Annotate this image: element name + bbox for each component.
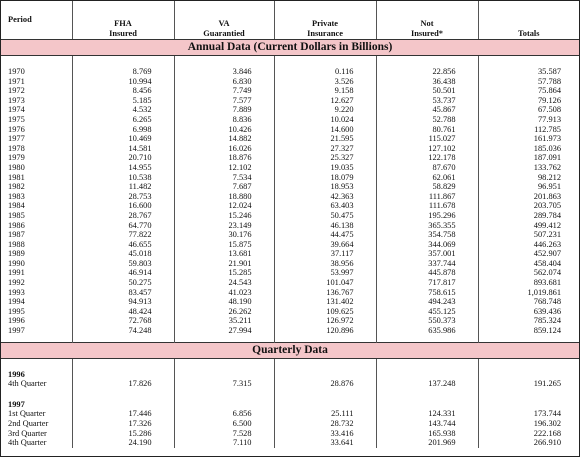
annual-data-banner: Annual Data (Current Dollars in Billions) — [1, 40, 579, 56]
quarter-year-label: 1996 — [8, 369, 25, 379]
totals-cell: 161.973 — [478, 134, 579, 144]
fha-cell: 11.482 — [72, 182, 174, 192]
fha-cell: 15.286 — [72, 429, 174, 439]
table-row — [1, 153, 579, 163]
totals-cell: 187.091 — [478, 153, 579, 163]
quarter-year-label: 1997 — [8, 399, 25, 409]
va-cell: 7.749 — [174, 86, 274, 96]
fha-cell: 17.446 — [72, 409, 174, 419]
va-cell: 41.023 — [174, 288, 274, 298]
private-cell: 39.664 — [274, 240, 376, 250]
table-row — [1, 240, 579, 250]
period-cell: 1977 — [8, 134, 25, 144]
not-insured-cell: 717.817 — [376, 278, 478, 288]
table-row — [1, 173, 579, 183]
table-row — [1, 307, 579, 317]
not-insured-cell: 337.744 — [376, 259, 478, 269]
not-insured-cell: 53.737 — [376, 96, 478, 106]
totals-cell: 196.302 — [478, 419, 579, 429]
private-cell: 46.138 — [274, 221, 376, 231]
not-insured-cell: 45.867 — [376, 105, 478, 115]
fha-cell: 20.710 — [72, 153, 174, 163]
table-row — [1, 96, 579, 106]
va-cell: 7.687 — [174, 182, 274, 192]
private-cell: 120.896 — [274, 326, 376, 336]
not-insured-cell: 143.744 — [376, 419, 478, 429]
period-cell: 1980 — [8, 162, 25, 172]
period-cell: 1990 — [8, 258, 25, 268]
table-row — [1, 201, 579, 211]
table-row — [1, 77, 579, 87]
totals-cell: 893.681 — [478, 278, 579, 288]
private-cell: 0.116 — [274, 67, 376, 77]
fha-cell: 10.538 — [72, 173, 174, 183]
fha-cell: 50.275 — [72, 278, 174, 288]
table-row — [1, 288, 579, 298]
va-cell: 7.528 — [174, 429, 274, 439]
va-cell: 48.190 — [174, 297, 274, 307]
private-cell: 136.767 — [274, 288, 376, 298]
fha-cell: 10.469 — [72, 134, 174, 144]
totals-cell: 112.785 — [478, 125, 579, 135]
va-cell: 7.534 — [174, 173, 274, 183]
table-row — [1, 429, 579, 439]
totals-cell: 35.587 — [478, 67, 579, 77]
private-cell: 18.953 — [274, 182, 376, 192]
totals-cell: 859.124 — [478, 326, 579, 336]
not-insured-cell: 80.761 — [376, 125, 478, 135]
totals-cell: 75.864 — [478, 86, 579, 96]
va-cell: 10.426 — [174, 125, 274, 135]
period-cell: 4th Quarter — [8, 379, 47, 389]
fha-cell: 14.955 — [72, 163, 174, 173]
not-insured-cell: 52.788 — [376, 115, 478, 125]
header-fha: FHA Insured — [72, 1, 174, 40]
totals-cell: 562.074 — [478, 268, 579, 278]
table-row — [1, 326, 579, 336]
not-insured-cell: 195.296 — [376, 211, 478, 221]
period-cell: 4th Quarter — [8, 438, 47, 448]
period-cell: 1996 — [8, 316, 25, 326]
fha-cell: 17.326 — [72, 419, 174, 429]
not-insured-cell: 165.938 — [376, 429, 478, 439]
private-cell: 12.627 — [274, 96, 376, 106]
header-totals: Totals — [478, 1, 579, 40]
not-insured-cell: 127.102 — [376, 144, 478, 154]
table-row — [1, 125, 579, 135]
va-cell: 8.836 — [174, 115, 274, 125]
period-cell: 1976 — [8, 124, 25, 134]
totals-cell: 1,019.861 — [478, 288, 579, 298]
not-insured-cell: 550.373 — [376, 316, 478, 326]
private-cell: 131.402 — [274, 297, 376, 307]
fha-cell: 5.185 — [72, 96, 174, 106]
private-cell: 25.111 — [274, 409, 376, 419]
table-row — [1, 249, 579, 259]
va-cell: 3.846 — [174, 67, 274, 77]
not-insured-cell: 122.178 — [376, 153, 478, 163]
private-cell: 109.625 — [274, 307, 376, 317]
fha-cell: 28.767 — [72, 211, 174, 221]
private-cell: 18.079 — [274, 173, 376, 183]
header-not-insured: Not Insured* — [376, 1, 478, 40]
period-cell: 1983 — [8, 191, 25, 201]
va-cell: 6.830 — [174, 77, 274, 87]
private-cell: 44.475 — [274, 230, 376, 240]
private-cell: 28.876 — [274, 379, 376, 389]
period-cell: 1995 — [8, 306, 25, 316]
fha-cell: 72.768 — [72, 316, 174, 326]
fha-cell: 45.018 — [72, 249, 174, 259]
quarterly-data-banner: Quarterly Data — [1, 342, 579, 358]
private-cell: 25.327 — [274, 153, 376, 163]
va-cell: 7.315 — [174, 379, 274, 389]
period-cell: 1970 — [8, 67, 25, 76]
totals-cell: 191.265 — [478, 379, 579, 389]
table-row — [1, 86, 579, 96]
totals-cell: 133.762 — [478, 163, 579, 173]
header-private: Private Insurance — [274, 1, 376, 40]
totals-cell: 79.126 — [478, 96, 579, 106]
not-insured-cell: 62.061 — [376, 173, 478, 183]
private-cell: 50.475 — [274, 211, 376, 221]
fha-cell: 46.914 — [72, 268, 174, 278]
totals-cell: 289.784 — [478, 211, 579, 221]
not-insured-cell: 115.027 — [376, 134, 478, 144]
private-cell: 33.641 — [274, 438, 376, 448]
totals-cell: 452.907 — [478, 249, 579, 259]
period-cell: 1986 — [8, 220, 25, 230]
totals-cell: 507.231 — [478, 230, 579, 240]
table-row — [1, 105, 579, 115]
not-insured-cell: 87.670 — [376, 163, 478, 173]
not-insured-cell: 58.829 — [376, 182, 478, 192]
period-cell: 1982 — [8, 182, 25, 192]
period-cell: 1985 — [8, 210, 25, 220]
period-cell: 3rd Quarter — [8, 428, 47, 438]
not-insured-cell: 111.678 — [376, 201, 478, 211]
private-cell: 21.595 — [274, 134, 376, 144]
private-cell: 27.327 — [274, 144, 376, 154]
table-row — [1, 163, 579, 173]
period-cell: 1984 — [8, 201, 25, 211]
period-cell: 1992 — [8, 278, 25, 288]
table-row — [1, 379, 579, 389]
totals-cell: 768.748 — [478, 297, 579, 307]
not-insured-cell: 455.125 — [376, 307, 478, 317]
fha-cell: 4.532 — [72, 105, 174, 115]
totals-cell: 446.263 — [478, 240, 579, 250]
totals-cell: 96.951 — [478, 182, 579, 192]
private-cell: 126.972 — [274, 316, 376, 326]
va-cell: 16.026 — [174, 144, 274, 154]
totals-cell: 57.788 — [478, 77, 579, 87]
table-row — [1, 67, 579, 77]
fha-cell: 8.456 — [72, 86, 174, 96]
period-cell: 1994 — [8, 297, 25, 307]
fha-cell: 74.248 — [72, 326, 174, 336]
va-cell: 12.024 — [174, 201, 274, 211]
header-period: Period — [1, 1, 72, 40]
va-cell: 15.875 — [174, 240, 274, 250]
private-cell: 14.600 — [274, 125, 376, 135]
fha-cell: 10.994 — [72, 77, 174, 87]
header-va: VA Guarantied — [174, 1, 274, 40]
not-insured-cell: 36.438 — [376, 77, 478, 87]
table-row — [1, 211, 579, 221]
private-cell: 3.526 — [274, 77, 376, 87]
fha-cell: 17.826 — [72, 379, 174, 389]
period-cell: 1st Quarter — [8, 409, 46, 419]
not-insured-cell: 365.355 — [376, 221, 478, 231]
period-cell: 1974 — [8, 105, 25, 115]
not-insured-cell: 494.243 — [376, 297, 478, 307]
table-row — [1, 259, 579, 269]
header-row — [1, 1, 579, 40]
not-insured-cell: 344.069 — [376, 240, 478, 250]
private-cell: 63.403 — [274, 201, 376, 211]
period-cell: 1993 — [8, 287, 25, 297]
private-cell: 19.035 — [274, 163, 376, 173]
totals-cell: 201.863 — [478, 192, 579, 202]
totals-cell: 222.168 — [478, 429, 579, 439]
not-insured-cell: 201.969 — [376, 438, 478, 448]
va-cell: 7.110 — [174, 438, 274, 448]
table-row — [1, 115, 579, 125]
totals-cell: 185.036 — [478, 144, 579, 154]
private-cell: 10.024 — [274, 115, 376, 125]
period-cell: 1978 — [8, 143, 25, 153]
private-cell: 38.956 — [274, 259, 376, 269]
fha-cell: 94.913 — [72, 297, 174, 307]
period-cell: 1981 — [8, 172, 25, 182]
fha-cell: 46.655 — [72, 240, 174, 250]
totals-cell: 173.744 — [478, 409, 579, 419]
fha-cell: 48.424 — [72, 307, 174, 317]
totals-cell: 458.404 — [478, 259, 579, 269]
totals-cell: 77.913 — [478, 115, 579, 125]
va-cell: 14.882 — [174, 134, 274, 144]
not-insured-cell: 357.001 — [376, 249, 478, 259]
table-row — [1, 230, 579, 240]
fha-cell: 83.457 — [72, 288, 174, 298]
va-cell: 21.901 — [174, 259, 274, 269]
fha-cell: 77.822 — [72, 230, 174, 240]
totals-cell: 203.705 — [478, 201, 579, 211]
period-cell: 1972 — [8, 86, 25, 96]
va-cell: 35.211 — [174, 316, 274, 326]
period-cell: 1989 — [8, 249, 25, 259]
not-insured-cell: 22.856 — [376, 67, 478, 77]
private-cell: 28.732 — [274, 419, 376, 429]
not-insured-cell: 50.501 — [376, 86, 478, 96]
fha-cell: 24.190 — [72, 438, 174, 448]
va-cell: 7.577 — [174, 96, 274, 106]
va-cell: 7.889 — [174, 105, 274, 115]
va-cell: 13.681 — [174, 249, 274, 259]
period-cell: 1987 — [8, 230, 25, 240]
table-row — [1, 419, 579, 429]
private-cell: 9.220 — [274, 105, 376, 115]
va-cell: 24.543 — [174, 278, 274, 288]
fha-cell: 64.770 — [72, 221, 174, 231]
period-cell: 1973 — [8, 95, 25, 105]
mortgage-originations-table — [1, 1, 579, 448]
period-cell: 1979 — [8, 153, 25, 163]
not-insured-cell: 445.878 — [376, 268, 478, 278]
fha-cell: 6.265 — [72, 115, 174, 125]
table-row — [1, 144, 579, 154]
quarterly-data-section — [1, 336, 579, 448]
not-insured-cell: 111.867 — [376, 192, 478, 202]
period-cell: 1975 — [8, 114, 25, 124]
not-insured-cell: 758.615 — [376, 288, 478, 298]
not-insured-cell: 354.758 — [376, 230, 478, 240]
private-cell: 42.363 — [274, 192, 376, 202]
period-cell: 1971 — [8, 76, 25, 86]
totals-cell: 67.508 — [478, 105, 579, 115]
va-cell: 15.246 — [174, 211, 274, 221]
not-insured-cell: 124.331 — [376, 409, 478, 419]
va-cell: 23.149 — [174, 221, 274, 231]
private-cell: 37.117 — [274, 249, 376, 259]
fha-cell: 6.998 — [72, 125, 174, 135]
fha-cell: 59.803 — [72, 259, 174, 269]
table-row — [1, 438, 579, 448]
not-insured-cell: 635.986 — [376, 326, 478, 336]
fha-cell: 16.600 — [72, 201, 174, 211]
va-cell: 15.285 — [174, 268, 274, 278]
va-cell: 27.994 — [174, 326, 274, 336]
fha-cell: 8.769 — [72, 67, 174, 77]
private-cell: 53.997 — [274, 268, 376, 278]
annual-data-section — [1, 40, 579, 336]
table-row — [1, 297, 579, 307]
totals-cell: 98.212 — [478, 173, 579, 183]
va-cell: 12.102 — [174, 163, 274, 173]
period-cell: 1997 — [8, 326, 25, 336]
fha-cell: 28.753 — [72, 192, 174, 202]
table-row — [1, 182, 579, 192]
totals-cell: 639.436 — [478, 307, 579, 317]
period-cell: 1988 — [8, 239, 25, 249]
table-row — [1, 316, 579, 326]
fha-cell: 14.581 — [72, 144, 174, 154]
table-row — [1, 192, 579, 202]
table-row — [1, 278, 579, 288]
totals-cell: 266.910 — [478, 438, 579, 448]
not-insured-cell: 137.248 — [376, 379, 478, 389]
va-cell: 26.262 — [174, 307, 274, 317]
period-cell: 2nd Quarter — [8, 419, 49, 428]
period-cell: 1991 — [8, 268, 25, 278]
va-cell: 6.856 — [174, 409, 274, 419]
table-row — [1, 221, 579, 231]
va-cell: 6.500 — [174, 419, 274, 429]
totals-cell: 499.412 — [478, 221, 579, 231]
private-cell: 33.416 — [274, 429, 376, 439]
va-cell: 30.176 — [174, 230, 274, 240]
table-row — [1, 134, 579, 144]
private-cell: 9.158 — [274, 86, 376, 96]
va-cell: 18.880 — [174, 192, 274, 202]
private-cell: 101.047 — [274, 278, 376, 288]
totals-cell: 785.324 — [478, 316, 579, 326]
table-row — [1, 268, 579, 278]
va-cell: 18.876 — [174, 153, 274, 163]
table-row — [1, 409, 579, 419]
